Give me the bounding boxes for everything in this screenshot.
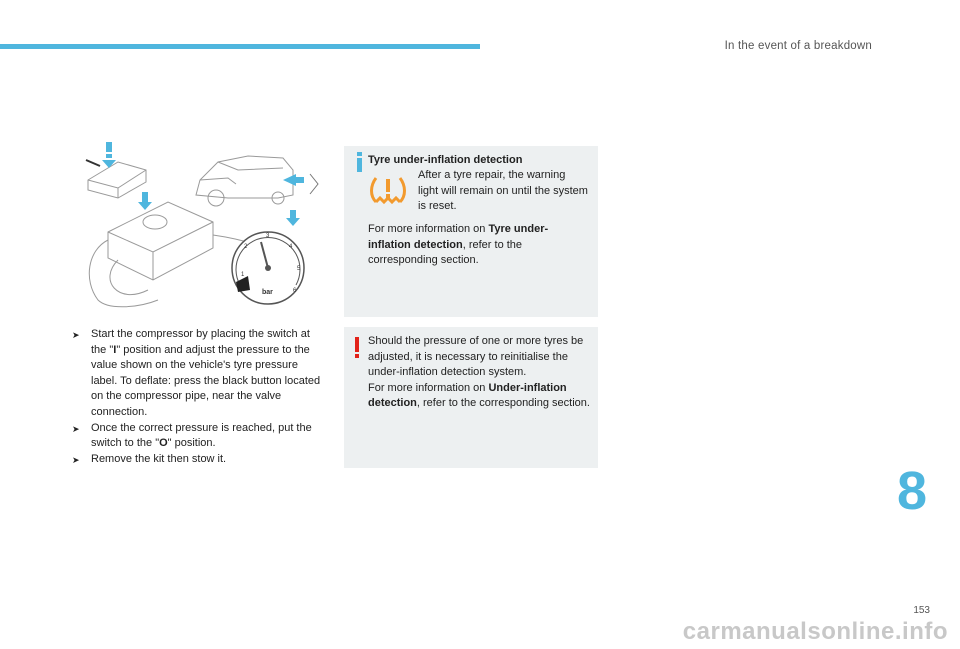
gauge-tick: 5	[297, 266, 301, 272]
warning-text: Should the pressure of one or more tyres be adjusted, it is necessary to reinitialise the under-inflation detection system. For more information on Under-inflation detection, refer to the corresponding section.	[368, 335, 590, 410]
info-more-text: For more information on Tyre under-inflation detection, refer to the corresponding section.	[368, 223, 549, 267]
watermark: carmanualsonline.info	[682, 618, 948, 645]
info-box	[344, 146, 598, 317]
gauge-unit-label: bar	[262, 289, 273, 296]
pressure-gauge	[232, 232, 304, 304]
info-icon	[354, 152, 366, 172]
tyre-pressure-warning-icon	[368, 170, 408, 210]
step-item: ➤ Start the compressor by placing the switch at the "I" position and adjust the pressure to the value shown on the vehicle's tyre pressure label. To deflate: press the black button located on the compressor pipe, near the valve connection.	[72, 327, 322, 421]
info-side-text: After a tyre repair, the warning light will remain on until the system is reset.	[418, 169, 588, 213]
compressor-illustration	[78, 140, 328, 315]
procedure-steps	[72, 327, 322, 468]
page-number: 153	[913, 605, 930, 616]
step-item: ➤ Once the correct pressure is reached, put the switch to the "O" position.	[72, 421, 322, 452]
gauge-tick: 6	[293, 288, 297, 294]
gauge-tick: 2	[244, 244, 248, 250]
gauge-tick: 3	[266, 233, 270, 239]
info-title: Tyre under-inflation detection	[368, 154, 523, 166]
step-bullet-icon: ➤	[72, 423, 80, 434]
chapter-number: 8	[896, 461, 928, 521]
section-title: In the event of a breakdown	[724, 40, 872, 52]
gauge-tick: 1	[241, 272, 245, 278]
step-item: ➤ Remove the kit then stow it.	[72, 452, 322, 469]
step-bullet-icon: ➤	[72, 454, 80, 465]
gauge-tick: 4	[289, 244, 293, 250]
step-bullet-icon: ➤	[72, 330, 80, 340]
exclamation-icon	[352, 337, 362, 359]
header-accent-bar	[0, 44, 480, 49]
warning-box	[344, 327, 598, 468]
